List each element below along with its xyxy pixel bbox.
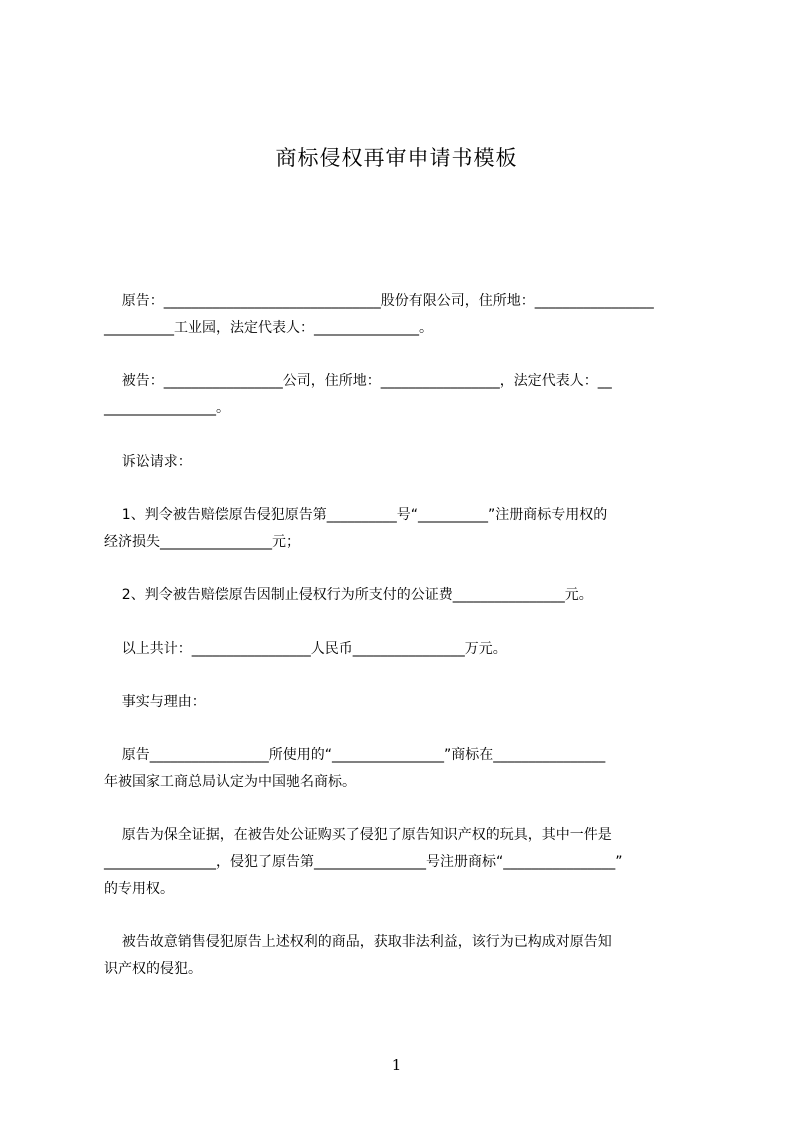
plaintiff-line-2: __________工业园，法定代表人：_______________。 [104,320,433,336]
facts-paragraph-1-line-1: 原告_________________所使用的“________________”商标在________________ [104,747,606,763]
claim-2-line: 2、判令被告赔偿原告因制止侵权行为所支付的公证费________________元。 [104,587,593,603]
claims-heading: 诉讼请求： [104,454,192,470]
facts-heading: 事实与理由： [104,694,206,710]
facts-paragraph-1-line-2: 年被国家工商总局认定为中国驰名商标。 [104,774,356,790]
total-line: 以上共计：_________________人民币________________万元。 [104,641,507,657]
facts-paragraph-2-line-1: 原告为保全证据，在被告处公证购买了侵犯了原告知识产权的玩具，其中一件是 [104,827,612,843]
facts-paragraph-3-line-2: 识产权的侵犯。 [104,961,202,977]
facts-paragraph-2-line-2: ________________，侵犯了原告第________________号注册商标“________________” [104,854,623,870]
defendant-line-2: ________________。 [104,400,230,416]
facts-paragraph-3-line-1: 被告故意销售侵犯原告上述权利的商品，获取非法利益，该行为已构成对原告知 [104,934,612,950]
claim-1-line-2: 经济损失________________元； [104,534,300,550]
defendant-line-1: 被告：_________________公司，住所地：_________________，法定代表人：__ [104,373,612,389]
facts-paragraph-2-line-3: 的专用权。 [104,881,174,897]
document-title: 商标侵权再审申请书模板 [275,146,518,170]
plaintiff-line-1: 原告：_______________________________股份有限公司，住所地：_________________ [104,293,654,309]
page-number: 1 [391,1056,402,1074]
claim-1-line-1: 1、判令被告赔偿原告侵犯原告第__________号“__________”注册商标专用权的 [104,507,608,523]
